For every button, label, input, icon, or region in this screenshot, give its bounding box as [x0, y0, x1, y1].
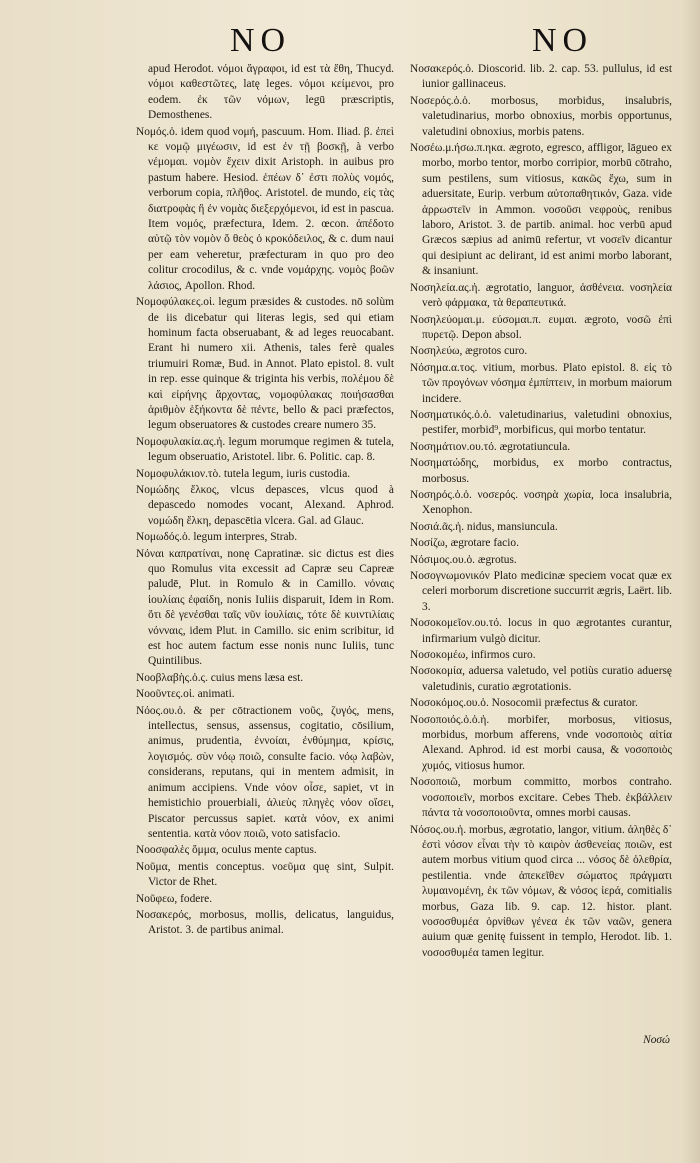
dictionary-entry: Νοσηματικός.ὁ.ὁ. valetudinarius, valetudini obnoxius, pestifer, morbid⁹, morbificus, qui morbo tentatur.: [410, 408, 672, 437]
dictionary-entry: Νοσηλεύω, ægrotos curo.: [410, 345, 528, 358]
header-left: NO: [230, 22, 292, 59]
dictionary-entry: Νοσακερός, morbosus, mollis, delicatus, languidus, Aristot. 3. de partibus animal.: [136, 908, 394, 937]
dictionary-entry: Νοσηλεία.ας.ἡ. ægrotatio, languor, ἀσθένεια. νοσηλεία verò φάρμακα, τὰ θεραπευτικά.: [410, 281, 672, 310]
dictionary-entry: Νοσοποιῶ, morbum committo, morbos contraho. νοσοποιεῖν, morbos excitare. Cebes Theb. ἐκβάλλειν πάντα τὰ νοσοποιοῦντα, omnes morbi causas.: [410, 776, 672, 820]
dictionary-entry: Νοσηλεύομαι.μ. εύσομαι.π. ευμαι. ægroto, νοσῶ ἐπὶ πυρετῷ. Depon absol.: [410, 313, 672, 341]
dictionary-entry: Νόος.ου.ὁ. & per cōtractionem νοῦς, ζυγός, mens, intellectus, sensus, assensus, cogitatio, cōsilium, animus, prudentia, ἐννοίαι, ἐνθύμημα, κρίσις, λογισμός. σὺν νόῳ ποιῶ, consulte facio. νόῳ λαβὼν, considerans, reputans, qui in mentem admisit, in animum accipiens. Vnde νόον οἶσε, sapiet, vt in hemistichio prouerbiali, ἀλιεὺς πληγὲς νόον οἴσει, Piscator percussus sapiet. κατὰ νόον, ex animi sententia. κατὰ νόον ποιῶ, voto satisfacio.: [136, 704, 394, 840]
running-header: [0, 22, 700, 66]
dictionary-entry: Νοσίζω, ægrotare facio.: [410, 537, 519, 550]
dictionary-entry: Νοσερός.ὁ.ὁ. morbosus, morbidus, insalubris, valetudinarius, morbo obnoxius, morbis opportunus, valetudini obnoxius, morbis patens.: [410, 94, 672, 138]
dictionary-entry: Νοῦφεω, fodere.: [136, 892, 213, 905]
dictionary-entry: Νομοφυλάκιον.τὸ. tutela legum, iuris custodia.: [136, 467, 351, 480]
dictionary-entry: Νοσοκομία, aduersa valetudo, vel potiùs curatio aduersę valetudinis, curatio ægrotationis.: [410, 665, 672, 693]
dictionary-entry: Νοῦμα, mentis conceptus. νοεῦμα quę sint, Sulpit. Victor de Rhet.: [136, 860, 394, 889]
dictionary-entry: Νοσοκομέω, infirmos curo.: [410, 649, 536, 662]
dictionary-entry: Νόσιμος.ου.ὁ. ægrotus.: [410, 553, 517, 566]
dictionary-entry: apud Herodot. νόμοι ἄγραφοι, id est τὰ ἔθη, Thucyd. νόμοι καθεστῶτες, latę leges. νόμοι κείμενοι, pro eodem. ἐκ τῶν νόμων, legū præscriptis, Demosthenes.: [148, 63, 394, 122]
page-edge-shadow: [682, 0, 700, 1163]
dictionary-entry: Νοσογνωμονικόν Plato medicinæ speciem vocat quæ ex celeri morborum discretione succurrit ægris, Laërt. lib. 3.: [410, 570, 672, 613]
dictionary-entry: Νοσημάτιον.ου.τό. ægrotatiuncula.: [410, 440, 571, 453]
left-column: [136, 62, 394, 940]
dictionary-entry: Νομώδης ἕλκος, vlcus depasces, vlcus quod à depascedo nomodes vocant, Alexand. Aphrod. νομώδη ἕλκη, depascētia vlcera. Gal. ad Glauc.: [136, 483, 394, 527]
dictionary-entry: Νομός.ὁ. idem quod νομή, pascuum. Hom. Iliad. β. ἐπεὶ κε νομῷ μιγέωσιν, id est ἐν τῇ βοσκῇ, à verbo νέμομαι. νομὸν ἔχειν dixit Aristoph. in auibus pro pastum habere. Hesiod. ἐπέων δ᾽ ἐστι πολὺς νομός, verborum copia, πλῆθος. Aristotel. de mundo, εἰς τὰς διατροφὰς ἢ ἐν νομὰς διεξερχόμενοι, id est in pascua. Item νομός, præfectura, Idem. 2. œcon. ἀπέδοτο αὐτῷ τὸν νομὸν ὅ θεὸς ὁ κροκόδειλος, & c. dum naui per eam veheretur, præfecturam in quo pro deo colitur crocodilus, & c. vnde νομάρχης. νομὸς βοῶν λάσιος, Apollon. Rhod.: [136, 125, 394, 292]
dictionary-entry: Νόσος.ου.ἡ. morbus, ægrotatio, langor, vitium. ἀληθὲς δ᾽ ἐστὶ νόσον εἶναι τὴν τὸ καιρὸν ἀσθενείας ποιῶν, est autem morbus vitium quod circa ... νόσος δὲ ὀλεθρία, pestilentia. vnde ἀπεκεῖθεν σώματος πράγματι λυμαινομένη, ἐκ τῶν νόμων, & νόσος ἱερά, comitialis morbus, Gaza lib. 9. cap. 12. histor. plant. νοσοσθυμέα ὀρνίθων γένεα ἐκ τῶν ναῶν, genera auium quæ genitę fuissent in templo, Herodot. lib. 1. νοσοσθυμέα tamen legitur.: [410, 823, 672, 959]
dictionary-entry: Νοσηματώδης, morbidus, ex morbo contractus, morbosus.: [410, 457, 672, 485]
dictionary-entry: Νοοβλαβὴς.ὁ.ς. cuius mens læsa est.: [136, 671, 304, 684]
dictionary-entry: Νοσέω.μ.ήσω.π.ηκα. ægroto, egresco, affligor, lāgueo ex morbo, morbo tentor, morbo corripior, morbū cōtraho, sum pestilens, sum vitiosus, κακῶς ἔχω, sum in aduersitate, Eurip. verbum αὐτοπαθητικόν, Gaza. vide ἀρρωστεῖν in Ammon. νοσοῦσι νεφροὺς, renibus laboro, Aristot. 3. de partib. animal. hoc verbū apud Græcos sæpius ad animū refertur, vt νοσεῖν dicantur qui desipiunt ac delirant, id est animi morbo laborant, & insaniunt.: [410, 142, 672, 278]
dictionary-entry: Νοσοκόμος.ου.ὁ. Nosocomii præfectus & curator.: [410, 697, 638, 710]
dictionary-entry: Νοσηρός.ὁ.ὁ. νοσερός. νοσηρὰ χωρία, loca insalubria, Xenophon.: [410, 488, 672, 517]
header-right: NO: [532, 22, 594, 59]
catchword: Νοσώ: [643, 1034, 670, 1046]
dictionary-entry: Νομωδός.ὁ. legum interpres, Strab.: [136, 531, 298, 544]
dictionary-entry: Νοσοποιός.ὁ.ὁ.ἡ. morbifer, morbosus, vitiosus, morbidus, morbum afferens, vnde νοσοποιὸς αἰτία Alexand. Aphrod. id est morbi causa, & νοσοποιὸς χυμός, vitiosus humor.: [410, 713, 672, 772]
dictionary-entry: Νομοφύλακες.οἱ. legum præsides & custodes. nō solùm de iis dicebatur qui literas legis, sed qui etiam hominum facta obseruabant, & ad leges reuocabant. Erant hi numero xii. Athenis, tales ferè quales triumuiri Romæ, Bud. in Annot. Plato epistol. 8. vult in rep. esse quinque & triginta his verbis, πολέμου δὲ καὶ εἰρήνης ἄρχοντας, νομοφύλακας ποιήσασθαι ἀριθμὸν ἑξήκοντα δὲ πέντε, bello & paci præfectos, legum obseruatores & custodes creare numero 35.: [136, 296, 394, 432]
right-column: [410, 62, 672, 962]
dictionary-entry: Νόσημα.α.τος. vitium, morbus. Plato epistol. 8. εἰς τὸ τῶν προγόνων νόσημα ἐμπίπτειν, in morbum maiorum incidere.: [410, 361, 672, 405]
dictionary-entry: Νομοφυλακία.ας.ἡ. legum morumque regimen & tutela, legum obseruatio, Aristotel. libr. 6. Politic. cap. 8.: [136, 435, 394, 464]
dictionary-entry: Νόναι καπρατίναι, nonę Capratinæ. sic dictus est dies quo Romulus vita excessit ad Capræ seu Capreæ paludē, Plut. in Romulo & in Camillo. νόναις ἰουλίαις ἐφαίδη, nonis Iuliis disparuit, Idem in Rom. ὅτι δὲ γενέσθαι ταῖς νῦν ἰουλίαις, τότε δὲ κυιντιλίαις νόνναις, idem Plut. in Camillo. sic enim scribitur, id est hoc autem factum esse nonis nunc Iuliis, tunc Quintilibus.: [136, 547, 394, 668]
dictionary-entry: Νοοσφαλὲς ὄμμα, oculus mente captus.: [136, 844, 317, 857]
dictionary-entry: Νοοῦντες.οἱ. animati.: [136, 688, 235, 701]
dictionary-entry: Νοσιά.ᾶς.ἡ. nidus, mansiuncula.: [410, 520, 558, 533]
dictionary-entry: Νοσοκομεῖον.ου.τό. locus in quo ægrotantes curantur, infirmarium vulgò dicitur.: [410, 617, 672, 645]
dictionary-entry: Νοσακερός.ὁ. Dioscorid. lib. 2. cap. 53. pullulus, id est iunior gallinaceus.: [410, 63, 672, 91]
